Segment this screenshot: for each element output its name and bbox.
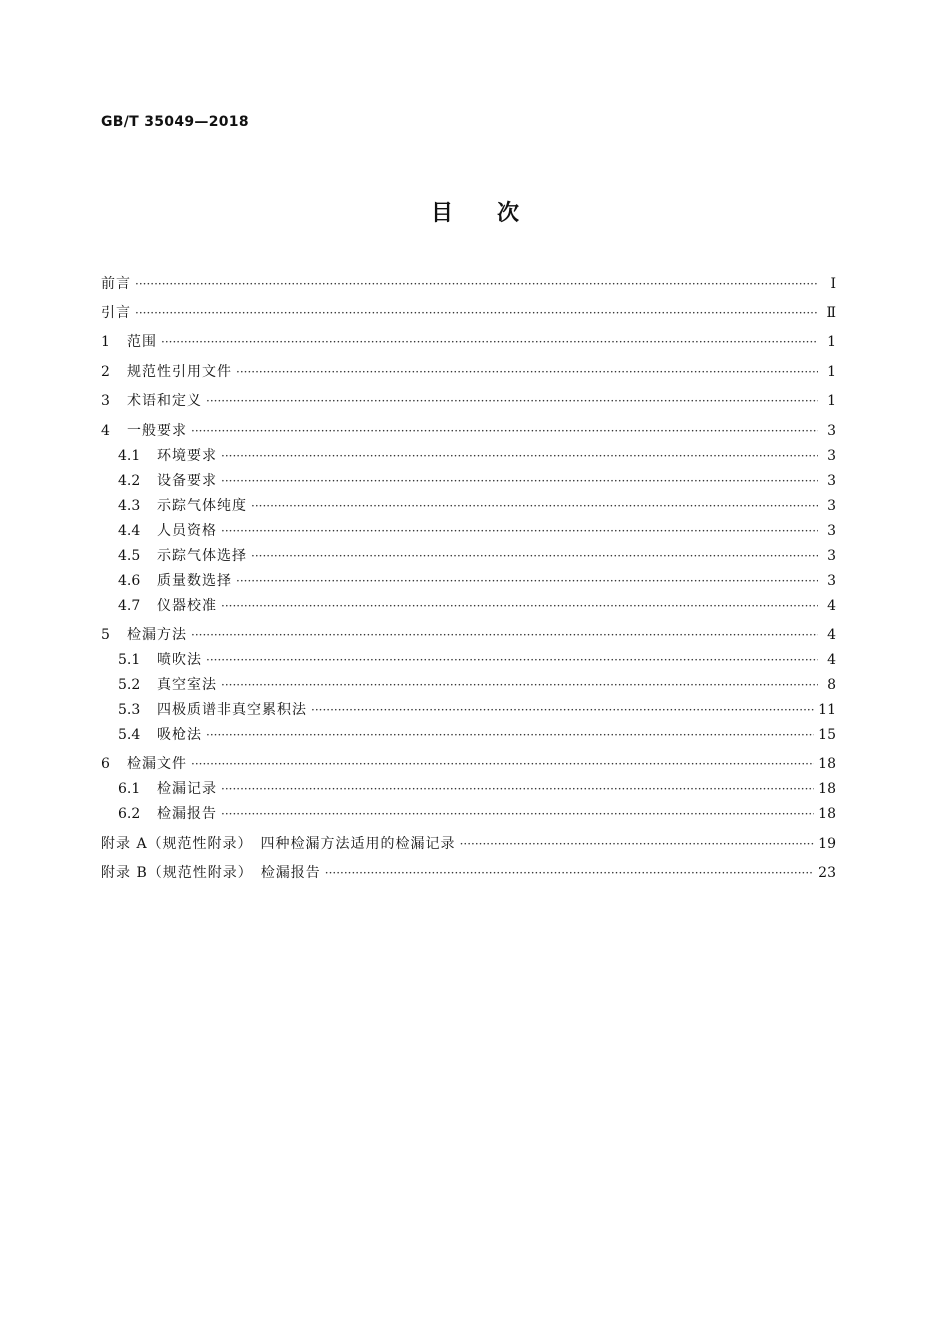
toc-entry-page: Ⅱ xyxy=(826,305,836,321)
toc-leader-dots xyxy=(221,675,818,695)
toc-entry[interactable] xyxy=(101,834,836,854)
toc-entry-label: 人员资格 xyxy=(157,523,217,539)
toc-entry-label: 附录 B（规范性附录） 检漏报告 xyxy=(101,865,321,881)
toc-leader-dots xyxy=(251,496,818,516)
toc-leader-dots xyxy=(236,571,818,591)
toc-entry[interactable] xyxy=(118,650,836,670)
toc-entry[interactable] xyxy=(101,754,836,774)
toc-entry-label: 引言 xyxy=(101,305,131,321)
toc-entry-number: 5.3 xyxy=(118,702,141,718)
toc-entry[interactable] xyxy=(101,625,836,645)
toc-entry-label: 检漏记录 xyxy=(157,781,217,797)
toc-entry-number: 6.2 xyxy=(118,806,141,822)
toc-leader-dots xyxy=(221,596,818,616)
toc-entry[interactable] xyxy=(101,421,836,441)
toc-entry-label: 检漏文件 xyxy=(127,756,187,772)
toc-entry-number: 4.5 xyxy=(118,548,141,564)
toc-leader-dots xyxy=(206,725,814,745)
toc-leader-dots xyxy=(221,804,814,824)
toc-entry-page: 19 xyxy=(818,836,836,852)
toc-entry-page: Ⅰ xyxy=(830,276,836,292)
toc-entry[interactable] xyxy=(118,779,836,799)
toc-entry-label: 仪器校准 xyxy=(157,598,217,614)
toc-entry[interactable] xyxy=(118,521,836,541)
toc-entry-label: 示踪气体选择 xyxy=(157,548,247,564)
toc-entry[interactable] xyxy=(101,863,836,883)
toc-leader-dots xyxy=(191,421,818,441)
toc-entry[interactable] xyxy=(101,391,836,411)
toc-entry-page: 18 xyxy=(818,756,836,772)
toc-entry[interactable] xyxy=(118,675,836,695)
toc-entry-page: 3 xyxy=(827,423,836,439)
toc-leader-dots xyxy=(135,274,818,294)
toc-entry[interactable] xyxy=(101,362,836,382)
toc-leader-dots xyxy=(191,625,818,645)
toc-leader-dots xyxy=(206,391,818,411)
toc-entry-label: 检漏方法 xyxy=(127,627,187,643)
toc-leader-dots xyxy=(135,303,818,323)
toc-entry-number: 6.1 xyxy=(118,781,141,797)
toc-entry-number: 5 xyxy=(101,627,110,643)
toc-entry[interactable] xyxy=(118,571,836,591)
toc-entry-number: 6 xyxy=(101,756,110,772)
toc-leader-dots xyxy=(161,332,818,352)
toc-entry-number: 4.7 xyxy=(118,598,141,614)
toc-entry-label: 示踪气体纯度 xyxy=(157,498,247,514)
toc-entry-number: 4.1 xyxy=(118,448,141,464)
toc-leader-dots xyxy=(221,471,818,491)
toc-entry[interactable] xyxy=(118,446,836,466)
toc-entry-number: 3 xyxy=(101,393,110,409)
toc-leader-dots xyxy=(311,700,814,720)
toc-entry-label: 吸枪法 xyxy=(157,727,202,743)
toc-entry-label: 设备要求 xyxy=(157,473,217,489)
toc-entry-page: 4 xyxy=(827,652,836,668)
toc-entry-page: 3 xyxy=(827,448,836,464)
toc-entry-number: 4.2 xyxy=(118,473,141,489)
toc-entry[interactable] xyxy=(118,804,836,824)
toc-entry[interactable] xyxy=(118,496,836,516)
toc-entry-label: 规范性引用文件 xyxy=(127,364,232,380)
toc-entry-number: 5.1 xyxy=(118,652,141,668)
toc-entry-page: 3 xyxy=(827,573,836,589)
toc-entry-number: 1 xyxy=(101,334,110,350)
toc-leader-dots xyxy=(325,863,814,883)
toc-entry-page: 8 xyxy=(827,677,836,693)
toc-leader-dots xyxy=(251,546,818,566)
toc-entry[interactable] xyxy=(101,303,836,323)
toc-entry-label: 前言 xyxy=(101,276,131,292)
toc-entry-page: 4 xyxy=(827,627,836,643)
toc-entry[interactable] xyxy=(101,274,836,294)
toc-entry[interactable] xyxy=(118,546,836,566)
toc-entry-page: 23 xyxy=(818,865,836,881)
toc-entry-page: 3 xyxy=(827,548,836,564)
toc-entry[interactable] xyxy=(101,332,836,352)
toc-entry-number: 4.3 xyxy=(118,498,141,514)
toc-entry[interactable] xyxy=(118,700,836,720)
toc-entry-page: 4 xyxy=(827,598,836,614)
page-title: 目次 xyxy=(430,201,563,226)
toc-entry-number: 4 xyxy=(101,423,110,439)
toc-leader-dots xyxy=(460,834,815,854)
toc-entry-label: 附录 A（规范性附录） 四种检漏方法适用的检漏记录 xyxy=(101,836,456,852)
toc-entry-label: 真空室法 xyxy=(157,677,217,693)
toc-leader-dots xyxy=(221,779,814,799)
toc-entry-label: 四极质谱非真空累积法 xyxy=(157,702,307,718)
toc-leader-dots xyxy=(206,650,818,670)
toc-entry[interactable] xyxy=(118,471,836,491)
toc-entry-page: 1 xyxy=(827,334,836,350)
toc-entry-page: 11 xyxy=(818,702,836,718)
toc-entry-number: 5.2 xyxy=(118,677,141,693)
toc-leader-dots xyxy=(221,446,818,466)
toc-leader-dots xyxy=(191,754,814,774)
toc-entry-number: 2 xyxy=(101,364,110,380)
toc-entry-number: 4.6 xyxy=(118,573,141,589)
toc-entry-page: 18 xyxy=(818,781,836,797)
toc-entry-number: 4.4 xyxy=(118,523,141,539)
toc-entry-label: 范围 xyxy=(127,334,157,350)
toc-entry-label: 喷吹法 xyxy=(157,652,202,668)
toc-entry-page: 3 xyxy=(827,498,836,514)
toc-entry-label: 一般要求 xyxy=(127,423,187,439)
toc-entry-page: 1 xyxy=(827,364,836,380)
toc-leader-dots xyxy=(236,362,818,382)
toc-entry-number: 5.4 xyxy=(118,727,141,743)
toc-entry-page: 18 xyxy=(818,806,836,822)
toc-entry-page: 3 xyxy=(827,473,836,489)
toc-entry[interactable] xyxy=(118,596,836,616)
toc-leader-dots xyxy=(221,521,818,541)
toc-entry-label: 检漏报告 xyxy=(157,806,217,822)
toc-entry-page: 1 xyxy=(827,393,836,409)
toc-entry-label: 术语和定义 xyxy=(127,393,202,409)
toc-entry-page: 15 xyxy=(818,727,836,743)
toc-entry-label: 质量数选择 xyxy=(157,573,232,589)
standard-code: GB/T 35049—2018 xyxy=(101,114,249,130)
toc-entry-label: 环境要求 xyxy=(157,448,217,464)
toc-entry[interactable] xyxy=(118,725,836,745)
toc-entry-page: 3 xyxy=(827,523,836,539)
